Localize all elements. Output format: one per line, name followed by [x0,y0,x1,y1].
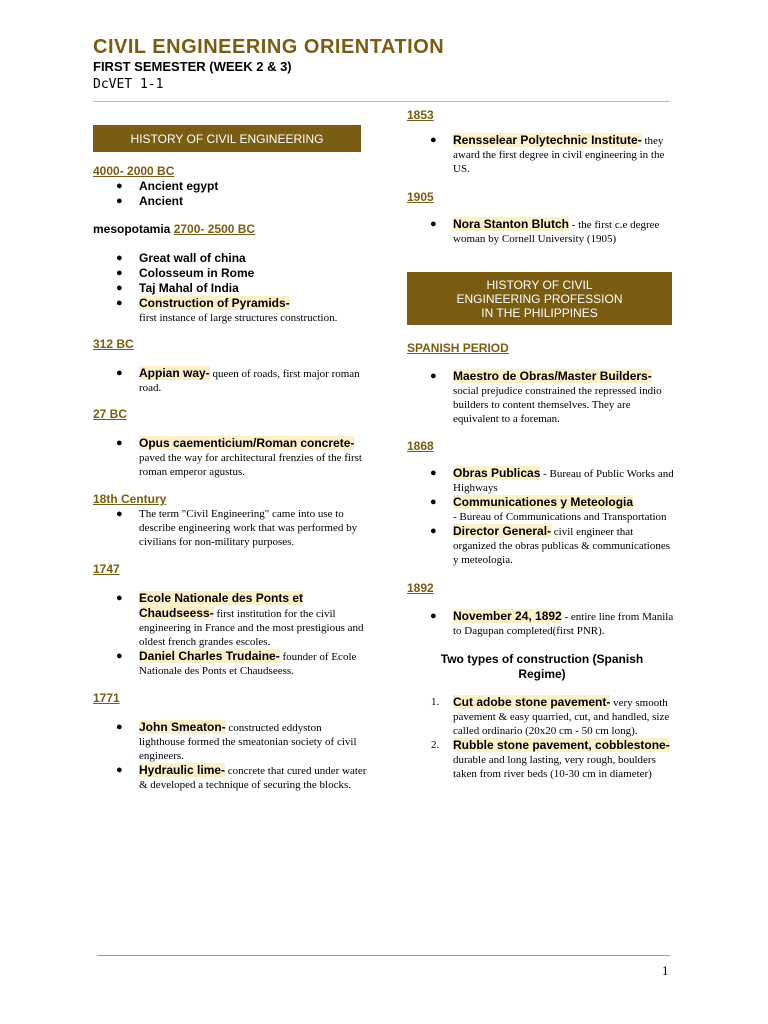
bullet-icon: ● [430,218,437,230]
item-term: Colosseum in Rome [139,266,255,280]
item-term: Director General- [453,524,552,538]
bullet-list [407,133,677,176]
bullet-list [93,591,368,678]
item-description: first instance of large structures construction. [139,312,338,324]
item-number: 2. [431,739,440,751]
bullet-list [93,720,368,792]
list-item [407,133,677,176]
list-item [93,649,368,678]
item-term: Taj Mahal of India [139,281,239,295]
left-column [93,108,368,792]
item-term: Cut adobe stone pavement- [453,695,611,709]
list-item [407,466,677,495]
section-label: mesopotamia [93,222,174,236]
footer-divider [97,955,670,956]
bullet-icon: ● [430,525,437,537]
item-term: Rensselear Polytechnic Institute- [453,133,642,147]
item-description: The term "Civil Engineering" came into use to describe engineering work that was performed by civilians for non-military purposes. [139,508,358,548]
section-heading: 1853 [407,108,434,122]
section-two-types [407,652,677,781]
item-term: Construction of Pyramids- [139,296,290,310]
item-term: November 24, 1892 [453,609,562,623]
item-description: paved the way for architectural frenzies of the first roman emperor agustus. [139,452,362,478]
bullet-list [93,179,368,209]
item-term: Obras Publicas [453,466,541,480]
section-312-bc [93,337,368,395]
bullet-list [93,366,368,395]
section-1747 [93,562,368,678]
bullet-icon: ● [116,252,123,264]
item-term: Communicationes y Meteologia [453,495,634,509]
list-item [407,695,677,738]
section-1892 [407,581,677,638]
list-item [407,524,677,567]
list-item [93,436,368,479]
item-term: Ecole Nationale des Ponts et Chaudseess- [139,591,304,620]
header-divider [93,101,670,102]
bullet-icon: ● [116,267,123,279]
list-item [407,609,677,638]
bullet-icon: ● [430,610,437,622]
item-description: social prejudice constrained the repressed indio builders to content themselves. They are equivalent to a foreman. [453,385,662,425]
document-class-code: DcVET 1-1 [93,77,164,92]
document-subtitle: FIRST SEMESTER (WEEK 2 & 3) [93,59,292,74]
numbered-list [407,695,677,781]
list-item [93,507,368,549]
item-description: constructed eddyston lighthouse formed the smeatonian society of civil engineers. [139,722,357,762]
list-item [407,217,677,246]
section-banner-philippines: HISTORY OF CIVIL ENGINEERING PROFESSION IN THE PHILIPPINES [407,272,672,325]
bullet-list [407,466,677,567]
section-4000-2000-bc [93,164,368,209]
list-item [93,366,368,395]
list-item [93,179,368,194]
item-description: durable and long lasting, very rough, boulders taken from river beds (10-30 cm in diameter) [453,754,656,780]
bullet-icon: ● [116,764,123,776]
section-heading: 1905 [407,190,434,204]
bullet-icon: ● [116,592,123,604]
bullet-icon: ● [116,650,123,662]
list-item [93,266,368,281]
section-1868 [407,439,677,567]
page-number: 1 [662,963,669,978]
item-description: concrete that cured under water & developed a technique of securing the blocks. [139,765,367,791]
bullet-list [93,507,368,549]
list-item [93,591,368,649]
bullet-icon: ● [116,721,123,733]
item-description: civil engineer that organized the obras publicas & communicationes y meteologia. [453,526,670,566]
item-term: Appian way- [139,366,210,380]
section-1905 [407,190,677,246]
section-heading [93,222,368,237]
section-1771 [93,691,368,792]
right-column [407,108,677,781]
section-heading: 1771 [93,691,120,705]
item-term: John Smeaton- [139,720,226,734]
item-term: Maestro de Obras/Master Builders- [453,369,652,383]
bullet-list [93,436,368,479]
item-term: Nora Stanton Blutch [453,217,569,231]
document-title: CIVIL ENGINEERING ORIENTATION [93,36,445,58]
list-item [93,194,368,209]
section-heading: 4000- 2000 BC [93,164,175,178]
list-item [407,369,677,426]
item-description: they award the first degree in civil engineering in the US. [453,135,665,175]
bullet-list [407,609,677,638]
item-description: queen of roads, first major roman road. [139,368,360,394]
section-heading: 27 BC [93,407,128,421]
list-item [93,296,368,325]
item-description: very smooth pavement & easy quarried, cut, and handled, size called ordinario (20x20 cm - 50 cm long). [453,697,670,737]
item-description: - Bureau of Public Works and Highways [453,468,674,494]
section-heading: 18th Century [93,492,167,506]
bullet-icon: ● [116,195,123,207]
section-heading: SPANISH PERIOD [407,341,509,355]
bullet-list [407,217,677,246]
bullet-list [407,369,677,426]
bullet-icon: ● [116,180,123,192]
list-item [93,763,368,792]
section-heading: 1868 [407,439,434,453]
bullet-icon: ● [116,437,123,449]
item-description: first institution for the civil engineering in France and the most prestigious and oldest french grandes escoles. [139,608,364,648]
bullet-icon: ● [116,282,123,294]
list-item [93,281,368,296]
list-item [93,720,368,763]
section-spanish-period [407,341,677,426]
bullet-icon: ● [430,496,437,508]
section-heading: Two types of construction (Spanish Regime) [440,652,644,681]
list-item [407,495,677,524]
bullet-icon: ● [430,134,437,146]
bullet-icon: ● [116,367,123,379]
item-term: Ancient [139,194,184,208]
bullet-icon: ● [116,508,123,520]
item-term: Opus caementicium/Roman concrete- [139,436,355,450]
section-27-bc [93,407,368,479]
section-heading: 312 BC [93,337,134,351]
item-term: Rubble stone pavement, cobblestone- [453,738,670,752]
list-item [407,738,677,781]
bullet-icon: ● [116,297,123,309]
item-term: Daniel Charles Trudaine- [139,649,280,663]
item-description: - the first c.e degree woman by Cornell University (1905) [453,219,660,245]
item-number: 1. [431,696,440,708]
section-mesopotamia [93,222,368,325]
item-term: Great wall of china [139,251,246,265]
bullet-list [93,251,368,325]
item-term: Hydraulic lime- [139,763,226,777]
section-1853 [407,108,677,176]
list-item [93,251,368,266]
bullet-icon: ● [430,370,437,382]
section-date: 2700- 2500 BC [173,222,256,236]
item-description: - Bureau of Communications and Transportation [453,511,667,523]
item-term: Ancient egypt [139,179,219,193]
bullet-icon: ● [430,467,437,479]
section-banner-history: HISTORY OF CIVIL ENGINEERING [93,125,361,152]
item-description: founder of Ecole Nationale des Ponts et Chaudseess. [139,651,357,677]
section-heading: 1747 [93,562,120,576]
item-description: - entire line from Manila to Dagupan completed(first PNR). [453,611,674,637]
section-18th-century [93,492,368,549]
section-heading: 1892 [407,581,434,595]
